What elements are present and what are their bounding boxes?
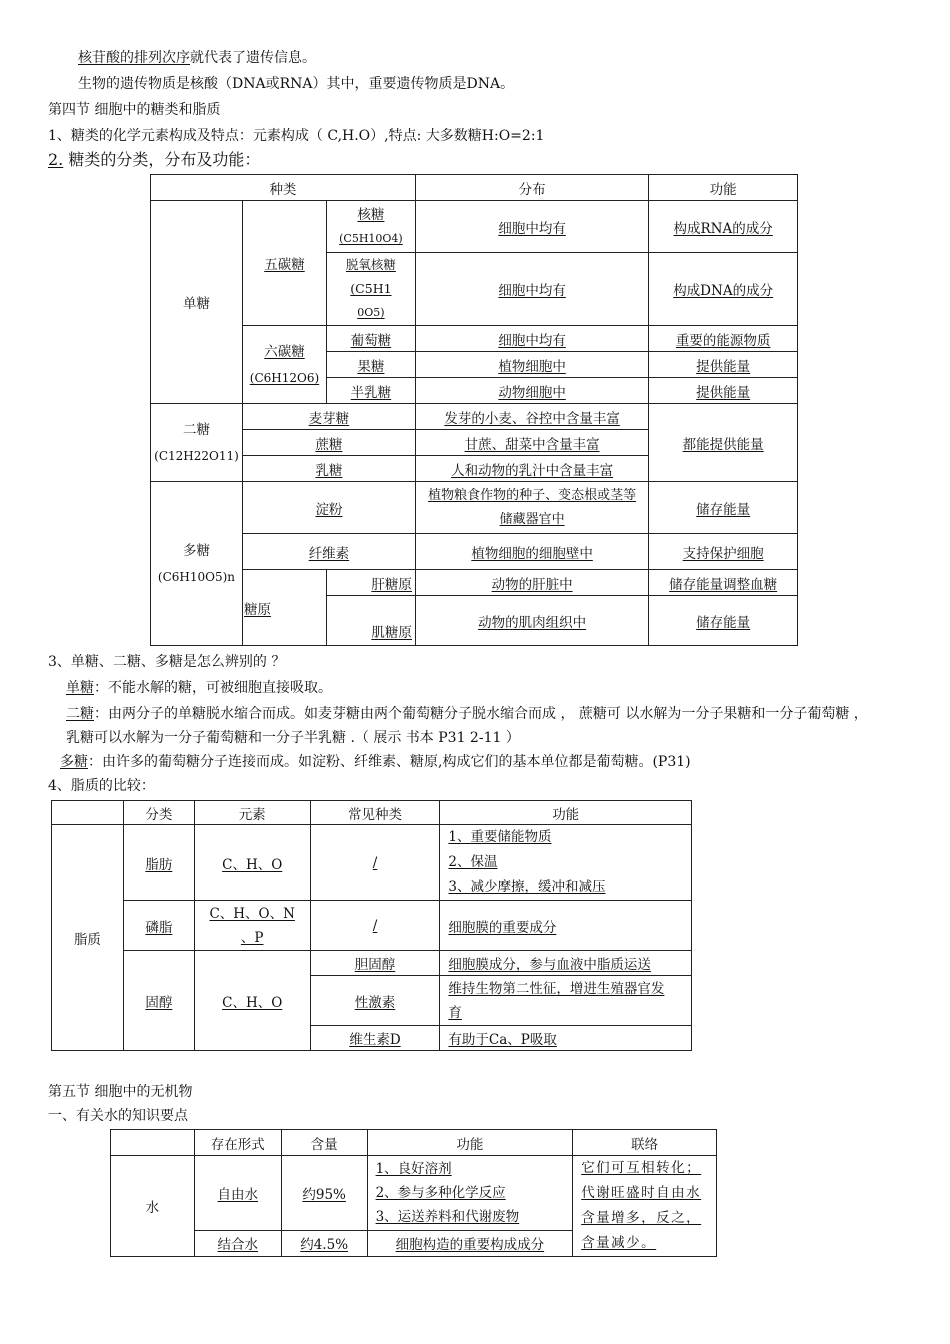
mono-def-text: ：不能水解的糖，可被细胞直接吸取。 — [94, 680, 332, 696]
galactose-name: 半乳糖 — [326, 378, 415, 404]
lipid-header-kinds: 常见种类 — [310, 801, 440, 825]
cholesterol-name: 胆固醇 — [310, 951, 440, 976]
deoxyribose-name: 脱氧核糖(C5H1 — [345, 257, 396, 296]
bound-water-function: 细胞构造的重要构成成分 — [367, 1230, 573, 1256]
intro-underlined-text: 核苷酸的排列次序 — [78, 50, 190, 66]
intro-rest-text: 就代表了遗传信息。 — [190, 50, 316, 66]
ribose-distribution: 细胞中均有 — [415, 201, 648, 253]
muscle-glycogen-distribution: 动物的肌肉组织中 — [415, 596, 648, 646]
vitamin-d-function: 有助于Ca、P吸取 — [440, 1026, 692, 1051]
hexose-formula: (C6H12O6) — [249, 370, 320, 385]
di-def-text: ：由两分子的单糖脱水缩合而成。如麦芽糖由两个葡萄糖分子脱水缩合而成 ， 蔗糖可 以水解为一分子果糖和一分子葡萄糖 ， — [94, 706, 868, 722]
phos-elements-line2: 、P — [240, 929, 264, 946]
glucose-function: 重要的能源物质 — [649, 326, 798, 352]
free-water-function-3: 3、运送养料和代谢废物 — [375, 1208, 520, 1225]
maltose-distribution: 发芽的小麦、谷控中含量丰富 — [415, 404, 648, 430]
di-label: 二糖 — [182, 421, 210, 438]
section5-sub1: 一、有关水的知识要点 — [48, 1108, 188, 1124]
fructose-function: 提供能量 — [649, 352, 798, 378]
muscle-glycogen-function: 储存能量 — [649, 596, 798, 646]
muscle-glycogen-name: 肌糖原 — [326, 596, 415, 646]
fat-function-2: 2、保温 — [448, 854, 498, 870]
liver-glycogen-name: 肝糖原 — [326, 570, 415, 596]
deoxyribose-formula: 0O5) — [357, 306, 385, 319]
fat-function — [440, 825, 692, 901]
section4-item2 — [48, 150, 260, 170]
phospholipid-elements — [194, 901, 310, 951]
vitamin-d-name: 维生素D — [310, 1026, 440, 1051]
di-function: 都能提供能量 — [649, 404, 798, 482]
di-cell — [151, 404, 243, 482]
water-link — [573, 1156, 717, 1257]
poly-definition — [60, 752, 691, 772]
lipid-header-function: 功能 — [440, 801, 692, 825]
ribose-formula: (C5H10O4) — [339, 231, 403, 245]
header-kind: 种类 — [151, 175, 416, 201]
free-water-amount: 约95% — [281, 1156, 367, 1231]
di-definition — [66, 704, 868, 724]
sex-hormone-function-line2: 育 — [448, 1004, 462, 1021]
intro-line-1 — [78, 48, 316, 68]
fructose-distribution: 植物细胞中 — [415, 352, 648, 378]
poly-cell — [151, 482, 243, 646]
water-link-4: 含量减少。 — [581, 1235, 657, 1251]
sex-hormone-name: 性激素 — [310, 976, 440, 1026]
di-definition-cont: 乳糖可以水解为一分子葡萄糖和一分子半乳糖 .（ 展示 书本 P31 2-11 ） — [66, 730, 520, 746]
phospholipid-name: 磷脂 — [123, 901, 194, 951]
phospholipid-kind: / — [310, 901, 440, 951]
free-water-function-1: 1、良好溶剂 — [375, 1160, 452, 1177]
ribose-cell — [326, 201, 415, 253]
poly-label: 多糖 — [182, 542, 210, 559]
lipid-header-class: 分类 — [123, 801, 194, 825]
lipid-table — [51, 800, 692, 1051]
mono-label: 单糖 — [151, 201, 243, 404]
section4-item1: 1、糖类的化学元素构成及特点：元素构成（ C,H.O）,特点: 大多数糖H:O=2:1 — [48, 128, 545, 144]
water-link-2: 代谢旺盛时自由水 — [581, 1185, 702, 1201]
fat-function-1: 1、重要储能物质 — [448, 829, 552, 845]
lipid-header-row — [52, 801, 692, 825]
starch-distribution-line1: 植物粮食作物的种子、变态根或茎等 — [428, 487, 637, 503]
ribose-function: 构成RNA的成分 — [649, 201, 798, 253]
water-link-3: 含量增多，反之， — [581, 1210, 702, 1226]
cellulose-distribution: 植物细胞的细胞壁中 — [415, 534, 648, 570]
fat-name: 脂肪 — [123, 825, 194, 901]
cholesterol-function: 细胞膜成分，参与血液中脂质运送 — [440, 951, 692, 976]
di-def-label: 二糖 — [66, 706, 94, 722]
bound-water-amount: 约4.5% — [281, 1230, 367, 1256]
deoxyribose-distribution: 细胞中均有 — [415, 253, 648, 326]
section5-title: 第五节 细胞中的无机物 — [48, 1084, 193, 1100]
item2-number: 2. — [48, 150, 64, 169]
poly-def-label: 多糖 — [60, 754, 88, 770]
sugar-header-row — [151, 175, 798, 201]
deoxyribose-cell — [326, 253, 415, 326]
galactose-function: 提供能量 — [649, 378, 798, 404]
item2-text: 糖类的分类，分布及功能： — [63, 150, 261, 169]
di-formula: (C12H22O11) — [154, 448, 239, 463]
sucrose-distribution: 甘蔗、甜菜中含量丰富 — [415, 430, 648, 456]
sex-hormone-function — [440, 976, 692, 1026]
fat-function-3: 3、减少摩擦，缓冲和减压 — [448, 879, 606, 895]
liver-glycogen-function: 储存能量调整血糖 — [649, 570, 798, 596]
hexose-cell — [242, 326, 326, 404]
starch-function: 储存能量 — [649, 482, 798, 534]
starch-distribution — [415, 482, 648, 534]
section4-item3: 3、单糖、二糖、多糖是怎么辨别的 ？ — [48, 654, 286, 670]
water-header-link: 联络 — [573, 1130, 717, 1156]
starch-name: 淀粉 — [242, 482, 415, 534]
water-header-row — [111, 1130, 717, 1156]
water-table — [110, 1129, 717, 1257]
phos-elements-line1: C、H、O、N — [209, 905, 295, 922]
water-header-form: 存在形式 — [194, 1130, 281, 1156]
glucose-name: 葡萄糖 — [326, 326, 415, 352]
ribose-name: 核糖 — [357, 206, 385, 223]
hexose-label: 六碳糖 — [264, 343, 305, 360]
fat-elements: C、H、O — [194, 825, 310, 901]
sucrose-name: 蔗糖 — [242, 430, 415, 456]
sterol-name: 固醇 — [123, 951, 194, 1051]
header-function: 功能 — [649, 175, 798, 201]
sterol-elements: C、H、O — [194, 951, 310, 1051]
glucose-distribution: 细胞中均有 — [415, 326, 648, 352]
lipid-header-elements: 元素 — [194, 801, 310, 825]
sex-hormone-function-line1: 维持生物第二性征，增进生殖器官发 — [448, 980, 665, 997]
fat-kind: / — [310, 825, 440, 901]
water-link-1: 它们可互相转化； — [581, 1160, 702, 1176]
poly-def-text: ：由许多的葡萄糖分子连接而成。如淀粉、纤维素、糖原,构成它们的基本单位都是葡萄糖。(P31) — [88, 754, 691, 770]
lipid-label: 脂质 — [52, 825, 124, 1051]
maltose-name: 麦芽糖 — [242, 404, 415, 430]
header-distribution: 分布 — [415, 175, 648, 201]
free-water-name: 自由水 — [194, 1156, 281, 1231]
free-water-function — [367, 1156, 573, 1231]
glycogen-label: 糖原 — [242, 570, 326, 646]
lactose-distribution: 人和动物的乳汁中含量丰富 — [415, 456, 648, 482]
intro-line-2: 生物的遗传物质是核酸（DNA或RNA）其中，重要遗传物质是DNA。 — [78, 76, 515, 92]
poly-formula: (C6H10O5)n — [157, 569, 236, 584]
fructose-name: 果糖 — [326, 352, 415, 378]
section4-item4: 4、脂质的比较： — [48, 778, 155, 794]
cellulose-name: 纤维素 — [242, 534, 415, 570]
galactose-distribution: 动物细胞中 — [415, 378, 648, 404]
sugar-table — [150, 174, 798, 646]
lactose-name: 乳糖 — [242, 456, 415, 482]
free-water-function-2: 2、参与多种化学反应 — [375, 1184, 506, 1201]
phospholipid-function: 细胞膜的重要成分 — [440, 901, 692, 951]
bound-water-name: 结合水 — [194, 1230, 281, 1256]
cellulose-function: 支持保护细胞 — [649, 534, 798, 570]
water-header-function: 功能 — [367, 1130, 573, 1156]
mono-definition — [66, 678, 332, 698]
section4-title: 第四节 细胞中的糖类和脂质 — [48, 102, 221, 118]
pentose-label: 五碳糖 — [242, 201, 326, 326]
mono-def-label: 单糖 — [66, 680, 94, 696]
water-header-empty — [111, 1130, 195, 1156]
water-header-amount: 含量 — [281, 1130, 367, 1156]
deoxyribose-function: 构成DNA的成分 — [649, 253, 798, 326]
water-label: 水 — [111, 1156, 195, 1257]
liver-glycogen-distribution: 动物的肝脏中 — [415, 570, 648, 596]
starch-distribution-line2: 储藏器官中 — [499, 511, 565, 527]
lipid-header-empty — [52, 801, 124, 825]
